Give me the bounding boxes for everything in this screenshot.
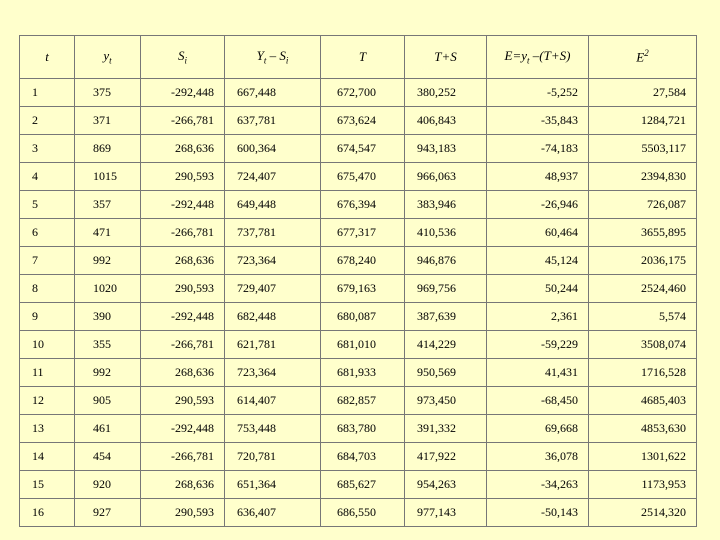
cell-t: 9 xyxy=(20,303,75,331)
table-row xyxy=(20,387,697,415)
table-row xyxy=(20,359,697,387)
cell-trend: 678,240 xyxy=(321,247,405,275)
cell-error: 41,431 xyxy=(487,359,589,387)
cell-trend: 680,087 xyxy=(321,303,405,331)
cell-y-minus-s: 737,781 xyxy=(225,219,321,247)
cell-y: 375 xyxy=(75,79,141,107)
cell-y-minus-s: 729,407 xyxy=(225,275,321,303)
cell-error-squared: 5,574 xyxy=(589,303,697,331)
table-row xyxy=(20,331,697,359)
header-y-minus-s xyxy=(225,36,321,79)
cell-t: 13 xyxy=(20,415,75,443)
cell-trend: 683,780 xyxy=(321,415,405,443)
cell-error: 48,937 xyxy=(487,163,589,191)
cell-error-squared: 1301,622 xyxy=(589,443,697,471)
cell-y: 471 xyxy=(75,219,141,247)
cell-trend: 679,163 xyxy=(321,275,405,303)
cell-t: 4 xyxy=(20,163,75,191)
cell-y-minus-s: 636,407 xyxy=(225,499,321,527)
cell-error: 2,361 xyxy=(487,303,589,331)
table-row xyxy=(20,443,697,471)
cell-trend-plus-s: 380,252 xyxy=(405,79,487,107)
cell-error: 69,668 xyxy=(487,415,589,443)
cell-error: -59,229 xyxy=(487,331,589,359)
cell-trend-plus-s: 414,229 xyxy=(405,331,487,359)
cell-error: -68,450 xyxy=(487,387,589,415)
cell-y: 927 xyxy=(75,499,141,527)
cell-s: -292,448 xyxy=(141,191,225,219)
table-row xyxy=(20,415,697,443)
cell-error: -35,843 xyxy=(487,107,589,135)
header-E xyxy=(487,36,589,79)
header-ys-middle: – S xyxy=(266,48,286,64)
cell-y-minus-s: 682,448 xyxy=(225,303,321,331)
cell-s: -292,448 xyxy=(141,415,225,443)
cell-y: 371 xyxy=(75,107,141,135)
header-E-label: E=y xyxy=(504,48,528,64)
cell-error-squared: 27,584 xyxy=(589,79,697,107)
cell-s: -292,448 xyxy=(141,303,225,331)
data-table-container xyxy=(19,35,696,519)
table-row xyxy=(20,191,697,219)
cell-trend: 672,700 xyxy=(321,79,405,107)
cell-t: 14 xyxy=(20,443,75,471)
cell-y: 390 xyxy=(75,303,141,331)
cell-s: 290,593 xyxy=(141,163,225,191)
header-E2-label: E xyxy=(636,49,645,65)
cell-y-minus-s: 723,364 xyxy=(225,359,321,387)
cell-y: 355 xyxy=(75,331,141,359)
cell-error-squared: 3655,895 xyxy=(589,219,697,247)
header-T-label: T xyxy=(358,49,367,64)
header-E-subscript: t xyxy=(527,55,530,66)
cell-t: 16 xyxy=(20,499,75,527)
cell-error-squared: 5503,117 xyxy=(589,135,697,163)
header-E2-superscript: 2 xyxy=(644,48,649,59)
cell-trend-plus-s: 410,536 xyxy=(405,219,487,247)
table-row xyxy=(20,79,697,107)
cell-y-minus-s: 651,364 xyxy=(225,471,321,499)
cell-error: 50,244 xyxy=(487,275,589,303)
cell-trend: 682,857 xyxy=(321,387,405,415)
header-T-plus-S xyxy=(405,36,487,79)
cell-t: 7 xyxy=(20,247,75,275)
cell-trend: 673,624 xyxy=(321,107,405,135)
cell-y: 920 xyxy=(75,471,141,499)
cell-t: 1 xyxy=(20,79,75,107)
cell-t: 2 xyxy=(20,107,75,135)
header-ys-subscript-2: i xyxy=(285,55,289,66)
cell-y-minus-s: 649,448 xyxy=(225,191,321,219)
cell-error: -26,946 xyxy=(487,191,589,219)
cell-trend-plus-s: 417,922 xyxy=(405,443,487,471)
cell-trend-plus-s: 966,063 xyxy=(405,163,487,191)
cell-s: 290,593 xyxy=(141,387,225,415)
table-row xyxy=(20,303,697,331)
cell-error: -74,183 xyxy=(487,135,589,163)
header-y xyxy=(75,36,141,79)
cell-trend-plus-s: 391,332 xyxy=(405,415,487,443)
cell-trend-plus-s: 406,843 xyxy=(405,107,487,135)
cell-trend-plus-s: 943,183 xyxy=(405,135,487,163)
cell-y-minus-s: 621,781 xyxy=(225,331,321,359)
cell-t: 5 xyxy=(20,191,75,219)
cell-y: 992 xyxy=(75,359,141,387)
header-y-subscript: t xyxy=(109,55,112,66)
cell-error-squared: 2524,460 xyxy=(589,275,697,303)
table-row xyxy=(20,107,697,135)
cell-s: -266,781 xyxy=(141,443,225,471)
cell-error: 36,078 xyxy=(487,443,589,471)
cell-trend: 681,010 xyxy=(321,331,405,359)
cell-y: 869 xyxy=(75,135,141,163)
table-body xyxy=(20,79,697,527)
cell-y-minus-s: 614,407 xyxy=(225,387,321,415)
cell-t: 10 xyxy=(20,331,75,359)
cell-error-squared: 1173,953 xyxy=(589,471,697,499)
cell-s: 268,636 xyxy=(141,135,225,163)
header-y-label: y xyxy=(103,48,110,64)
cell-error-squared: 4853,630 xyxy=(589,415,697,443)
cell-s: -266,781 xyxy=(141,107,225,135)
cell-y-minus-s: 720,781 xyxy=(225,443,321,471)
cell-s: 290,593 xyxy=(141,499,225,527)
cell-s: 268,636 xyxy=(141,247,225,275)
cell-y-minus-s: 723,364 xyxy=(225,247,321,275)
cell-s: 268,636 xyxy=(141,471,225,499)
table-row xyxy=(20,471,697,499)
cell-trend-plus-s: 383,946 xyxy=(405,191,487,219)
cell-trend: 685,627 xyxy=(321,471,405,499)
table-row xyxy=(20,163,697,191)
header-E-suffix: –(T+S) xyxy=(529,48,571,64)
table-row xyxy=(20,247,697,275)
cell-trend-plus-s: 950,569 xyxy=(405,359,487,387)
cell-t: 12 xyxy=(20,387,75,415)
cell-y-minus-s: 600,364 xyxy=(225,135,321,163)
cell-s: -266,781 xyxy=(141,331,225,359)
table-row xyxy=(20,275,697,303)
cell-error: -50,143 xyxy=(487,499,589,527)
cell-error-squared: 4685,403 xyxy=(589,387,697,415)
data-table xyxy=(19,35,697,527)
cell-error: -34,263 xyxy=(487,471,589,499)
cell-y-minus-s: 724,407 xyxy=(225,163,321,191)
cell-trend-plus-s: 946,876 xyxy=(405,247,487,275)
cell-trend-plus-s: 969,756 xyxy=(405,275,487,303)
cell-error-squared: 2394,830 xyxy=(589,163,697,191)
cell-y: 905 xyxy=(75,387,141,415)
cell-y-minus-s: 753,448 xyxy=(225,415,321,443)
header-s-label: S xyxy=(177,48,185,64)
header-T xyxy=(321,36,405,79)
header-s-subscript: i xyxy=(184,55,187,66)
cell-s: -266,781 xyxy=(141,219,225,247)
header-row xyxy=(20,36,697,79)
cell-s: 290,593 xyxy=(141,275,225,303)
cell-error-squared: 1716,528 xyxy=(589,359,697,387)
cell-t: 6 xyxy=(20,219,75,247)
cell-trend: 674,547 xyxy=(321,135,405,163)
cell-s: 268,636 xyxy=(141,359,225,387)
cell-t: 15 xyxy=(20,471,75,499)
header-s xyxy=(141,36,225,79)
cell-trend: 677,317 xyxy=(321,219,405,247)
cell-trend-plus-s: 387,639 xyxy=(405,303,487,331)
table-row xyxy=(20,499,697,527)
cell-error-squared: 726,087 xyxy=(589,191,697,219)
cell-trend: 684,703 xyxy=(321,443,405,471)
header-t xyxy=(20,36,75,79)
cell-trend-plus-s: 977,143 xyxy=(405,499,487,527)
header-TS-label: T+S xyxy=(434,49,457,64)
table-row xyxy=(20,135,697,163)
cell-t: 3 xyxy=(20,135,75,163)
cell-y: 1020 xyxy=(75,275,141,303)
cell-y: 1015 xyxy=(75,163,141,191)
cell-error: 45,124 xyxy=(487,247,589,275)
cell-trend: 686,550 xyxy=(321,499,405,527)
cell-y-minus-s: 667,448 xyxy=(225,79,321,107)
header-ys-subscript-1: t xyxy=(263,55,267,66)
cell-y: 357 xyxy=(75,191,141,219)
cell-error-squared: 3508,074 xyxy=(589,331,697,359)
cell-s: -292,448 xyxy=(141,79,225,107)
cell-y: 992 xyxy=(75,247,141,275)
header-t-label: t xyxy=(45,49,49,64)
cell-error: -5,252 xyxy=(487,79,589,107)
table-row xyxy=(20,219,697,247)
header-ys-label: Y xyxy=(256,48,264,64)
cell-trend: 676,394 xyxy=(321,191,405,219)
cell-error-squared: 1284,721 xyxy=(589,107,697,135)
cell-y: 461 xyxy=(75,415,141,443)
header-E-squared xyxy=(589,36,697,79)
cell-trend-plus-s: 954,263 xyxy=(405,471,487,499)
cell-t: 8 xyxy=(20,275,75,303)
cell-y: 454 xyxy=(75,443,141,471)
cell-error-squared: 2036,175 xyxy=(589,247,697,275)
cell-error: 60,464 xyxy=(487,219,589,247)
cell-trend: 675,470 xyxy=(321,163,405,191)
cell-error-squared: 2514,320 xyxy=(589,499,697,527)
cell-y-minus-s: 637,781 xyxy=(225,107,321,135)
cell-trend: 681,933 xyxy=(321,359,405,387)
cell-trend-plus-s: 973,450 xyxy=(405,387,487,415)
cell-t: 11 xyxy=(20,359,75,387)
